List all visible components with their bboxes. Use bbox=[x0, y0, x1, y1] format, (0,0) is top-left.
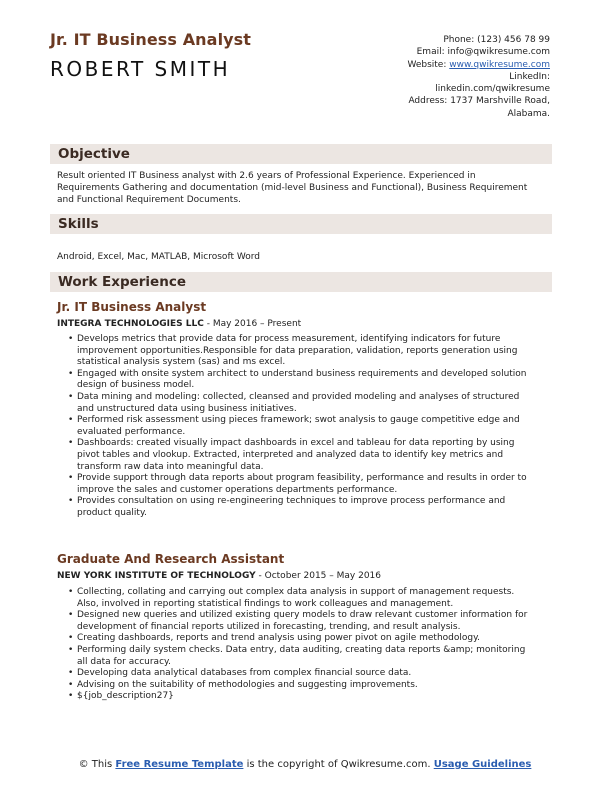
job-1-bullets bbox=[68, 334, 538, 520]
website-label: Website: bbox=[407, 59, 447, 70]
email-label: Email: bbox=[416, 47, 445, 58]
linkedin-value: linkedin.com/qwikresume bbox=[435, 84, 550, 95]
job-1-dates: - May 2016 – Present bbox=[203, 319, 302, 329]
address-line1: 1737 Marshville Road, bbox=[450, 96, 550, 107]
job-1-employer: INTEGRA TECHNOLOGIES LLC bbox=[57, 319, 204, 329]
person-name: ROBERT SMITH bbox=[50, 57, 231, 81]
work-heading: Work Experience bbox=[58, 274, 186, 290]
list-item: • Provides consultation on using re-engineering techniques to improve process performance and product quality. bbox=[68, 496, 538, 519]
list-item: • Data mining and modeling: collected, cleansed and provided modeling and analyses of structured and unstructured data using business initiatives. bbox=[68, 392, 538, 415]
job-2-title: Graduate And Research Assistant bbox=[57, 552, 285, 566]
objective-text: Result oriented IT Business analyst with 2.6 years of Professional Experience. Experienced in Requirements Gathering and documentation (mid-level Business and Functional), Business Requirement and Functional Requirement Documents. bbox=[57, 171, 528, 205]
phone-label: Phone: bbox=[443, 35, 475, 45]
list-item: • Developing data analytical databases from complex financial source data. bbox=[68, 668, 538, 680]
phone-value: (123) 456 78 99 bbox=[477, 35, 550, 45]
skills-section-header bbox=[50, 214, 552, 234]
free-resume-template-link[interactable]: Free Resume Template bbox=[115, 759, 244, 770]
email-value: info@qwikresume.com bbox=[447, 47, 550, 58]
resume-header bbox=[50, 30, 251, 81]
objective-heading: Objective bbox=[58, 146, 130, 162]
contact-address bbox=[310, 95, 550, 107]
contact-info bbox=[310, 34, 550, 120]
list-item: • Dashboards: created visually impact dashboards in excel and tableau for data reporting by using pivot tables and vlookup. Extracted, interpreted and analyzed data to identify key metrics and transform raw data into meaningful data. bbox=[68, 438, 538, 473]
skills-heading: Skills bbox=[58, 216, 99, 232]
footer-middle: is the copyright of Qwikresume.com. bbox=[243, 759, 434, 770]
job-2-employer-line bbox=[57, 571, 381, 581]
job-1-employer-line bbox=[57, 319, 301, 329]
usage-guidelines-link[interactable]: Usage Guidelines bbox=[433, 759, 532, 770]
job-2-dates: - October 2015 – May 2016 bbox=[255, 571, 382, 581]
footer-prefix: © This bbox=[78, 759, 116, 770]
job-title: Jr. IT Business Analyst bbox=[50, 30, 252, 49]
list-item: • Advising on the suitability of methodologies and suggesting improvements. bbox=[68, 680, 538, 692]
list-item: • Designed new queries and utilized existing query models to draw relevant customer information for development of financial reports utilized in forecasting, trending, and result analysis. bbox=[68, 610, 538, 633]
work-section-header bbox=[50, 272, 552, 292]
copyright-footer bbox=[60, 758, 550, 771]
list-item: • Engaged with onsite system architect to understand business requirements and developed solution design of business model. bbox=[68, 369, 538, 392]
list-item: • Performed risk assessment using pieces framework; swot analysis to gauge competitive edge and evaluated performance. bbox=[68, 415, 538, 438]
website-link[interactable]: www.qwikresume.com bbox=[449, 59, 550, 70]
job-2-bullets bbox=[68, 587, 538, 703]
list-item: • Collecting, collating and carrying out complex data analysis in support of management requests. Also, involved in reporting statistical findings to work colleagues and management. bbox=[68, 587, 538, 610]
list-item: • Creating dashboards, reports and trend analysis using power pivot on agile methodology. bbox=[68, 633, 538, 645]
address-label: Address: bbox=[408, 96, 448, 107]
contact-email bbox=[310, 46, 550, 58]
linkedin-label: LinkedIn: bbox=[509, 71, 550, 82]
list-item: • Develops metrics that provide data for process measurement, identifying indicators for future improvement opportunities.Responsible for data preparation, validation, reports generation using statistical analysis system (sas) and ms excel. bbox=[68, 334, 538, 369]
list-item: • Performing daily system checks. Data entry, data auditing, creating data reports &amp; monitoring all data for accuracy. bbox=[68, 645, 538, 668]
list-item: • Provide support through data reports about program feasibility, performance and results in order to improve the sales and customer operations departments performance. bbox=[68, 473, 538, 496]
skills-text: Android, Excel, Mac, MATLAB, Microsoft Word bbox=[57, 252, 260, 262]
contact-website bbox=[310, 59, 550, 71]
job-1-title: Jr. IT Business Analyst bbox=[57, 300, 207, 314]
job-2-employer: NEW YORK INSTITUTE OF TECHNOLOGY bbox=[57, 571, 256, 581]
objective-section-header bbox=[50, 144, 552, 164]
address-line2: Alabama. bbox=[507, 108, 550, 119]
list-item: • ${job_description27} bbox=[68, 691, 538, 703]
contact-phone bbox=[310, 34, 550, 46]
